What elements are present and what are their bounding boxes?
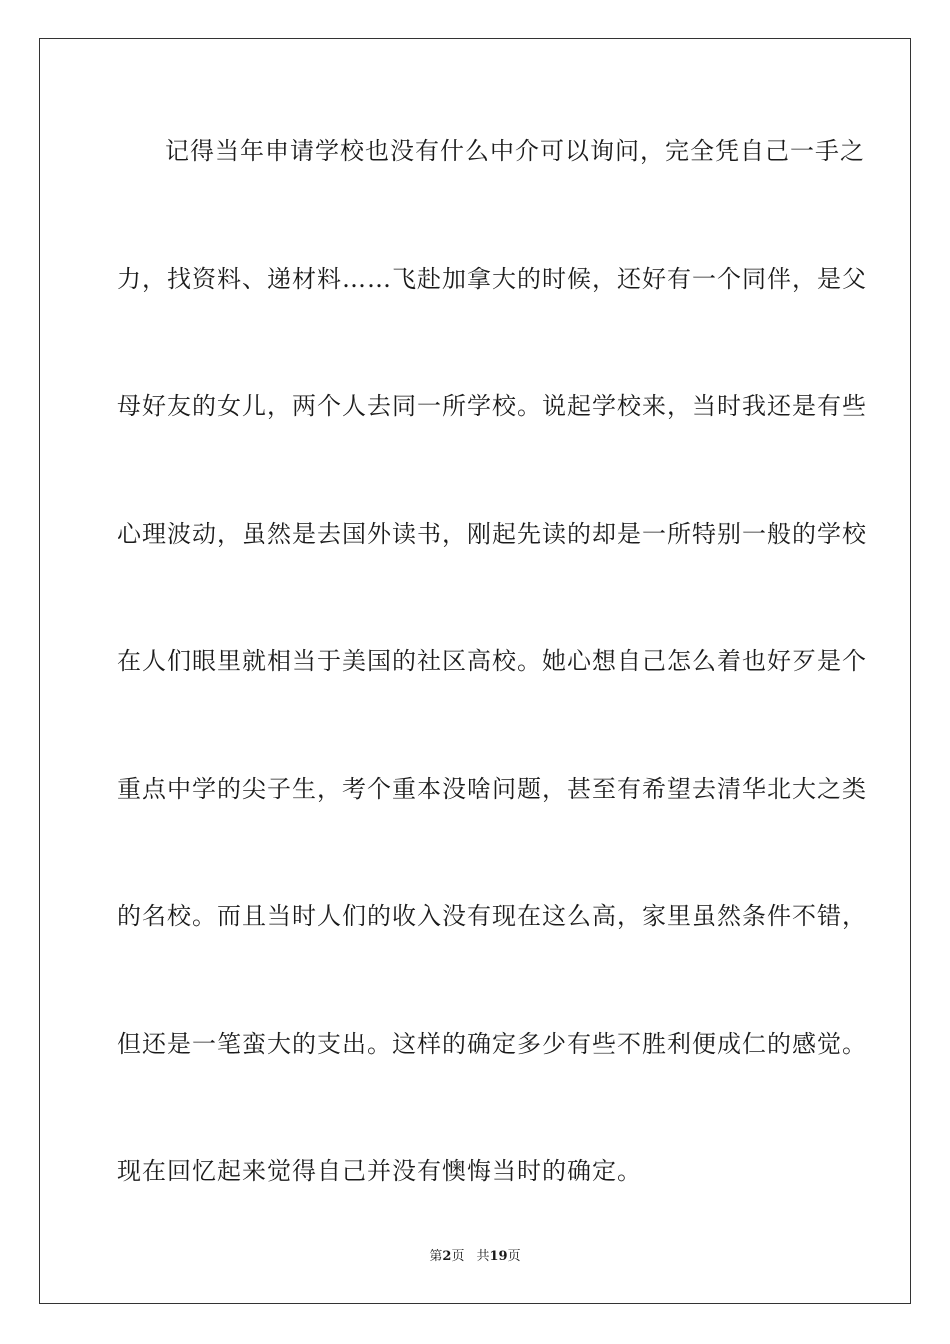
paragraph-line: 母好友的女儿，两个人去同一所学校。说起学校来，当时我还是有些 (117, 392, 867, 420)
page-suffix: 页 (451, 1249, 465, 1264)
paragraph-line: 记得当年申请学校也没有什么中介可以询问，完全凭自己一手之 (165, 137, 865, 165)
page-number: 2 (442, 1249, 452, 1264)
paragraph-line: 现在回忆起来觉得自己并没有懊悔当时的确定。 (117, 1157, 642, 1185)
paragraph-line: 在人们眼里就相当于美国的社区高校。她心想自己怎么着也好歹是个 (117, 647, 867, 675)
paragraph-line: 的名校。而且当时人们的收入没有现在这么高，家里虽然条件不错， (117, 902, 867, 930)
paragraph-line: 但还是一笔蛮大的支出。这样的确定多少有些不胜利便成仁的感觉。 (117, 1029, 867, 1058)
paragraph-line: 心理波动，虽然是去国外读书，刚起先读的却是一所特别一般的学校 (117, 519, 867, 548)
total-suffix: 页 (507, 1249, 521, 1264)
body-text (117, 126, 867, 1274)
total-prefix: 共 (476, 1249, 490, 1264)
page-prefix: 第 (429, 1249, 443, 1264)
paragraph-line: 重点中学的尖子生，考个重本没啥问题，甚至有希望去清华北大之类 (117, 774, 867, 803)
total-pages: 19 (489, 1249, 508, 1264)
page-footer (0, 1249, 950, 1265)
paragraph-line: 力，找资料、递材料……飞赴加拿大的时候，还好有一个同伴，是父 (117, 264, 867, 293)
